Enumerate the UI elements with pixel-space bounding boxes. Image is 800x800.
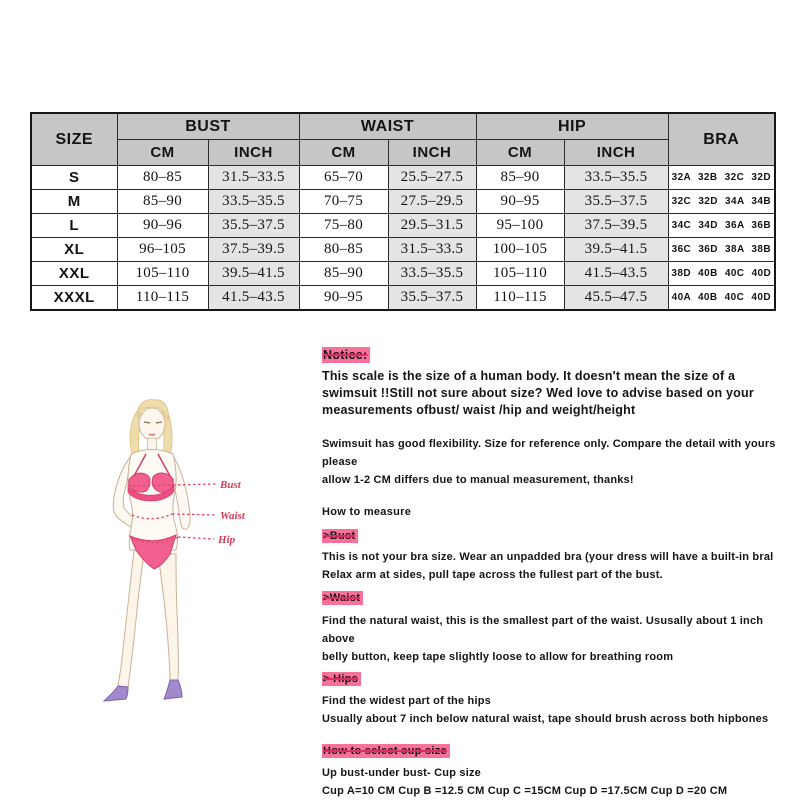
cell-waist-cm: 65–70	[299, 166, 388, 190]
cell-bust-cm: 90–96	[117, 214, 208, 238]
cell-hip-inch: 45.5–47.5	[564, 286, 668, 311]
bust-section-heading: >Bust	[322, 529, 358, 543]
unit-header-inch: INCH	[388, 140, 476, 166]
how-to-measure-heading: How to measure	[322, 506, 412, 518]
cell-bra: 40A 40B 40C 40D	[668, 286, 775, 311]
text-line: This is not your bra size. Wear an unpadded bra (your dress will have a built-in bral	[322, 551, 774, 563]
cell-bust-cm: 96–105	[117, 238, 208, 262]
hips-paragraph	[322, 692, 792, 728]
cell-bra: 34C 34D 36A 36B	[668, 214, 775, 238]
table-row	[31, 238, 775, 262]
cell-hip-cm: 110–115	[476, 286, 564, 311]
bra-left-cup	[129, 473, 150, 492]
cell-bust-cm: 85–90	[117, 190, 208, 214]
unit-header-cm: CM	[476, 140, 564, 166]
bust-heading-row	[322, 526, 792, 544]
col-header-waist: WAIST	[299, 113, 476, 140]
cell-waist-cm: 80–85	[299, 238, 388, 262]
unit-header-inch: INCH	[564, 140, 668, 166]
cell-bra: 32A 32B 32C 32D	[668, 166, 775, 190]
cell-hip-inch: 35.5–37.5	[564, 190, 668, 214]
cell-bra: 38D 40B 40C 40D	[668, 262, 775, 286]
waist-paragraph	[322, 612, 792, 666]
cell-size: XXXL	[31, 286, 117, 311]
col-header-bra: BRA	[668, 113, 775, 166]
cell-waist-cm: 90–95	[299, 286, 388, 311]
woman-sketch-illustration	[78, 396, 318, 714]
hip-label: Hip	[218, 534, 236, 546]
cell-waist-inch: 25.5–27.5	[388, 166, 476, 190]
cell-waist-inch: 29.5–31.5	[388, 214, 476, 238]
table-row	[31, 262, 775, 286]
cell-bust-inch: 33.5–35.5	[208, 190, 299, 214]
cell-bust-cm: 80–85	[117, 166, 208, 190]
cell-size: XL	[31, 238, 117, 262]
notice-paragraph	[322, 368, 792, 419]
right-leg	[158, 554, 178, 680]
cell-bust-inch: 37.5–39.5	[208, 238, 299, 262]
waist-heading-row	[322, 588, 792, 606]
waist-section-heading: >Waist	[322, 591, 363, 605]
cell-hip-inch: 37.5–39.5	[564, 214, 668, 238]
size-chart	[30, 112, 776, 311]
notice-heading-row	[322, 346, 792, 364]
text-line: measurements ofbust/ waist /hip and weight/height	[322, 403, 636, 417]
unit-header-inch: INCH	[208, 140, 299, 166]
flexibility-paragraph	[322, 435, 792, 489]
cell-bust-inch: 41.5–43.5	[208, 286, 299, 311]
cell-waist-inch: 35.5–37.5	[388, 286, 476, 311]
unit-header-cm: CM	[117, 140, 208, 166]
cell-waist-inch: 33.5–35.5	[388, 262, 476, 286]
size-table-body	[31, 166, 775, 311]
table-row	[31, 166, 775, 190]
measurement-figure	[78, 396, 318, 714]
col-header-hip: HIP	[476, 113, 668, 140]
unit-header-cm: CM	[299, 140, 388, 166]
cell-hip-cm: 95–100	[476, 214, 564, 238]
text-line: belly button, keep tape slightly loose to allow for breathing room	[322, 651, 674, 663]
cell-hip-inch: 41.5–43.5	[564, 262, 668, 286]
cell-bust-inch: 35.5–37.5	[208, 214, 299, 238]
table-row	[31, 214, 775, 238]
col-header-size: SIZE	[31, 113, 117, 166]
hips-section-heading: > Hips	[322, 672, 361, 686]
right-shoe	[164, 680, 182, 699]
notice-heading: Notice:	[322, 347, 370, 363]
bust-label: Bust	[220, 479, 241, 491]
cell-bra: 32C 32D 34A 34B	[668, 190, 775, 214]
cup-paragraph	[322, 764, 792, 800]
left-shoe	[104, 686, 128, 701]
cell-waist-cm: 70–75	[299, 190, 388, 214]
cup-heading-row	[322, 741, 792, 759]
cell-waist-cm: 85–90	[299, 262, 388, 286]
cell-hip-cm: 90–95	[476, 190, 564, 214]
text-line: Relax arm at sides, pull tape across the fullest part of the bust.	[322, 569, 663, 581]
cell-hip-cm: 105–110	[476, 262, 564, 286]
cell-hip-cm: 85–90	[476, 166, 564, 190]
cell-bust-inch: 39.5–41.5	[208, 262, 299, 286]
text-line: Swimsuit has good flexibility. Size for reference only. Compare the detail with yours please	[322, 438, 776, 468]
cell-size: M	[31, 190, 117, 214]
col-header-bust: BUST	[117, 113, 299, 140]
text-line: Cup A=10 CM Cup B =12.5 CM Cup C =15CM Cup D =17.5CM Cup D =20 CM	[322, 785, 728, 797]
table-row	[31, 286, 775, 311]
cell-bust-inch: 31.5–33.5	[208, 166, 299, 190]
cell-waist-cm: 75–80	[299, 214, 388, 238]
cell-bust-cm: 105–110	[117, 262, 208, 286]
cell-size: S	[31, 166, 117, 190]
cell-waist-inch: 31.5–33.5	[388, 238, 476, 262]
text-line: This scale is the size of a human body. It doesn't mean the size of a	[322, 369, 736, 383]
size-table	[30, 112, 776, 311]
cell-hip-cm: 100–105	[476, 238, 564, 262]
text-line: swimsuit !!Still not sure about size? Wed love to advise based on your	[322, 386, 754, 400]
cell-bust-cm: 110–115	[117, 286, 208, 311]
cell-hip-inch: 33.5–35.5	[564, 166, 668, 190]
cell-hip-inch: 39.5–41.5	[564, 238, 668, 262]
table-row	[31, 190, 775, 214]
waist-label: Waist	[220, 510, 245, 522]
text-line: Usually about 7 inch below natural waist, tape should brush across both hipbones	[322, 713, 769, 725]
cell-size: L	[31, 214, 117, 238]
cell-bra: 36C 36D 38A 38B	[668, 238, 775, 262]
text-line: Up bust-under bust- Cup size	[322, 767, 481, 779]
cell-waist-inch: 27.5–29.5	[388, 190, 476, 214]
bust-paragraph	[322, 548, 792, 584]
cell-size: XXL	[31, 262, 117, 286]
text-line: Find the widest part of the hips	[322, 695, 491, 707]
info-text-column	[322, 346, 792, 800]
cup-size-heading: How to select cup size	[322, 744, 450, 758]
text-line: Find the natural waist, this is the smallest part of the waist. Ususally about 1 inch above	[322, 615, 764, 645]
text-line: allow 1-2 CM differs due to manual measurement, thanks!	[322, 474, 634, 486]
left-leg	[118, 550, 144, 687]
hips-heading-row	[322, 669, 792, 687]
